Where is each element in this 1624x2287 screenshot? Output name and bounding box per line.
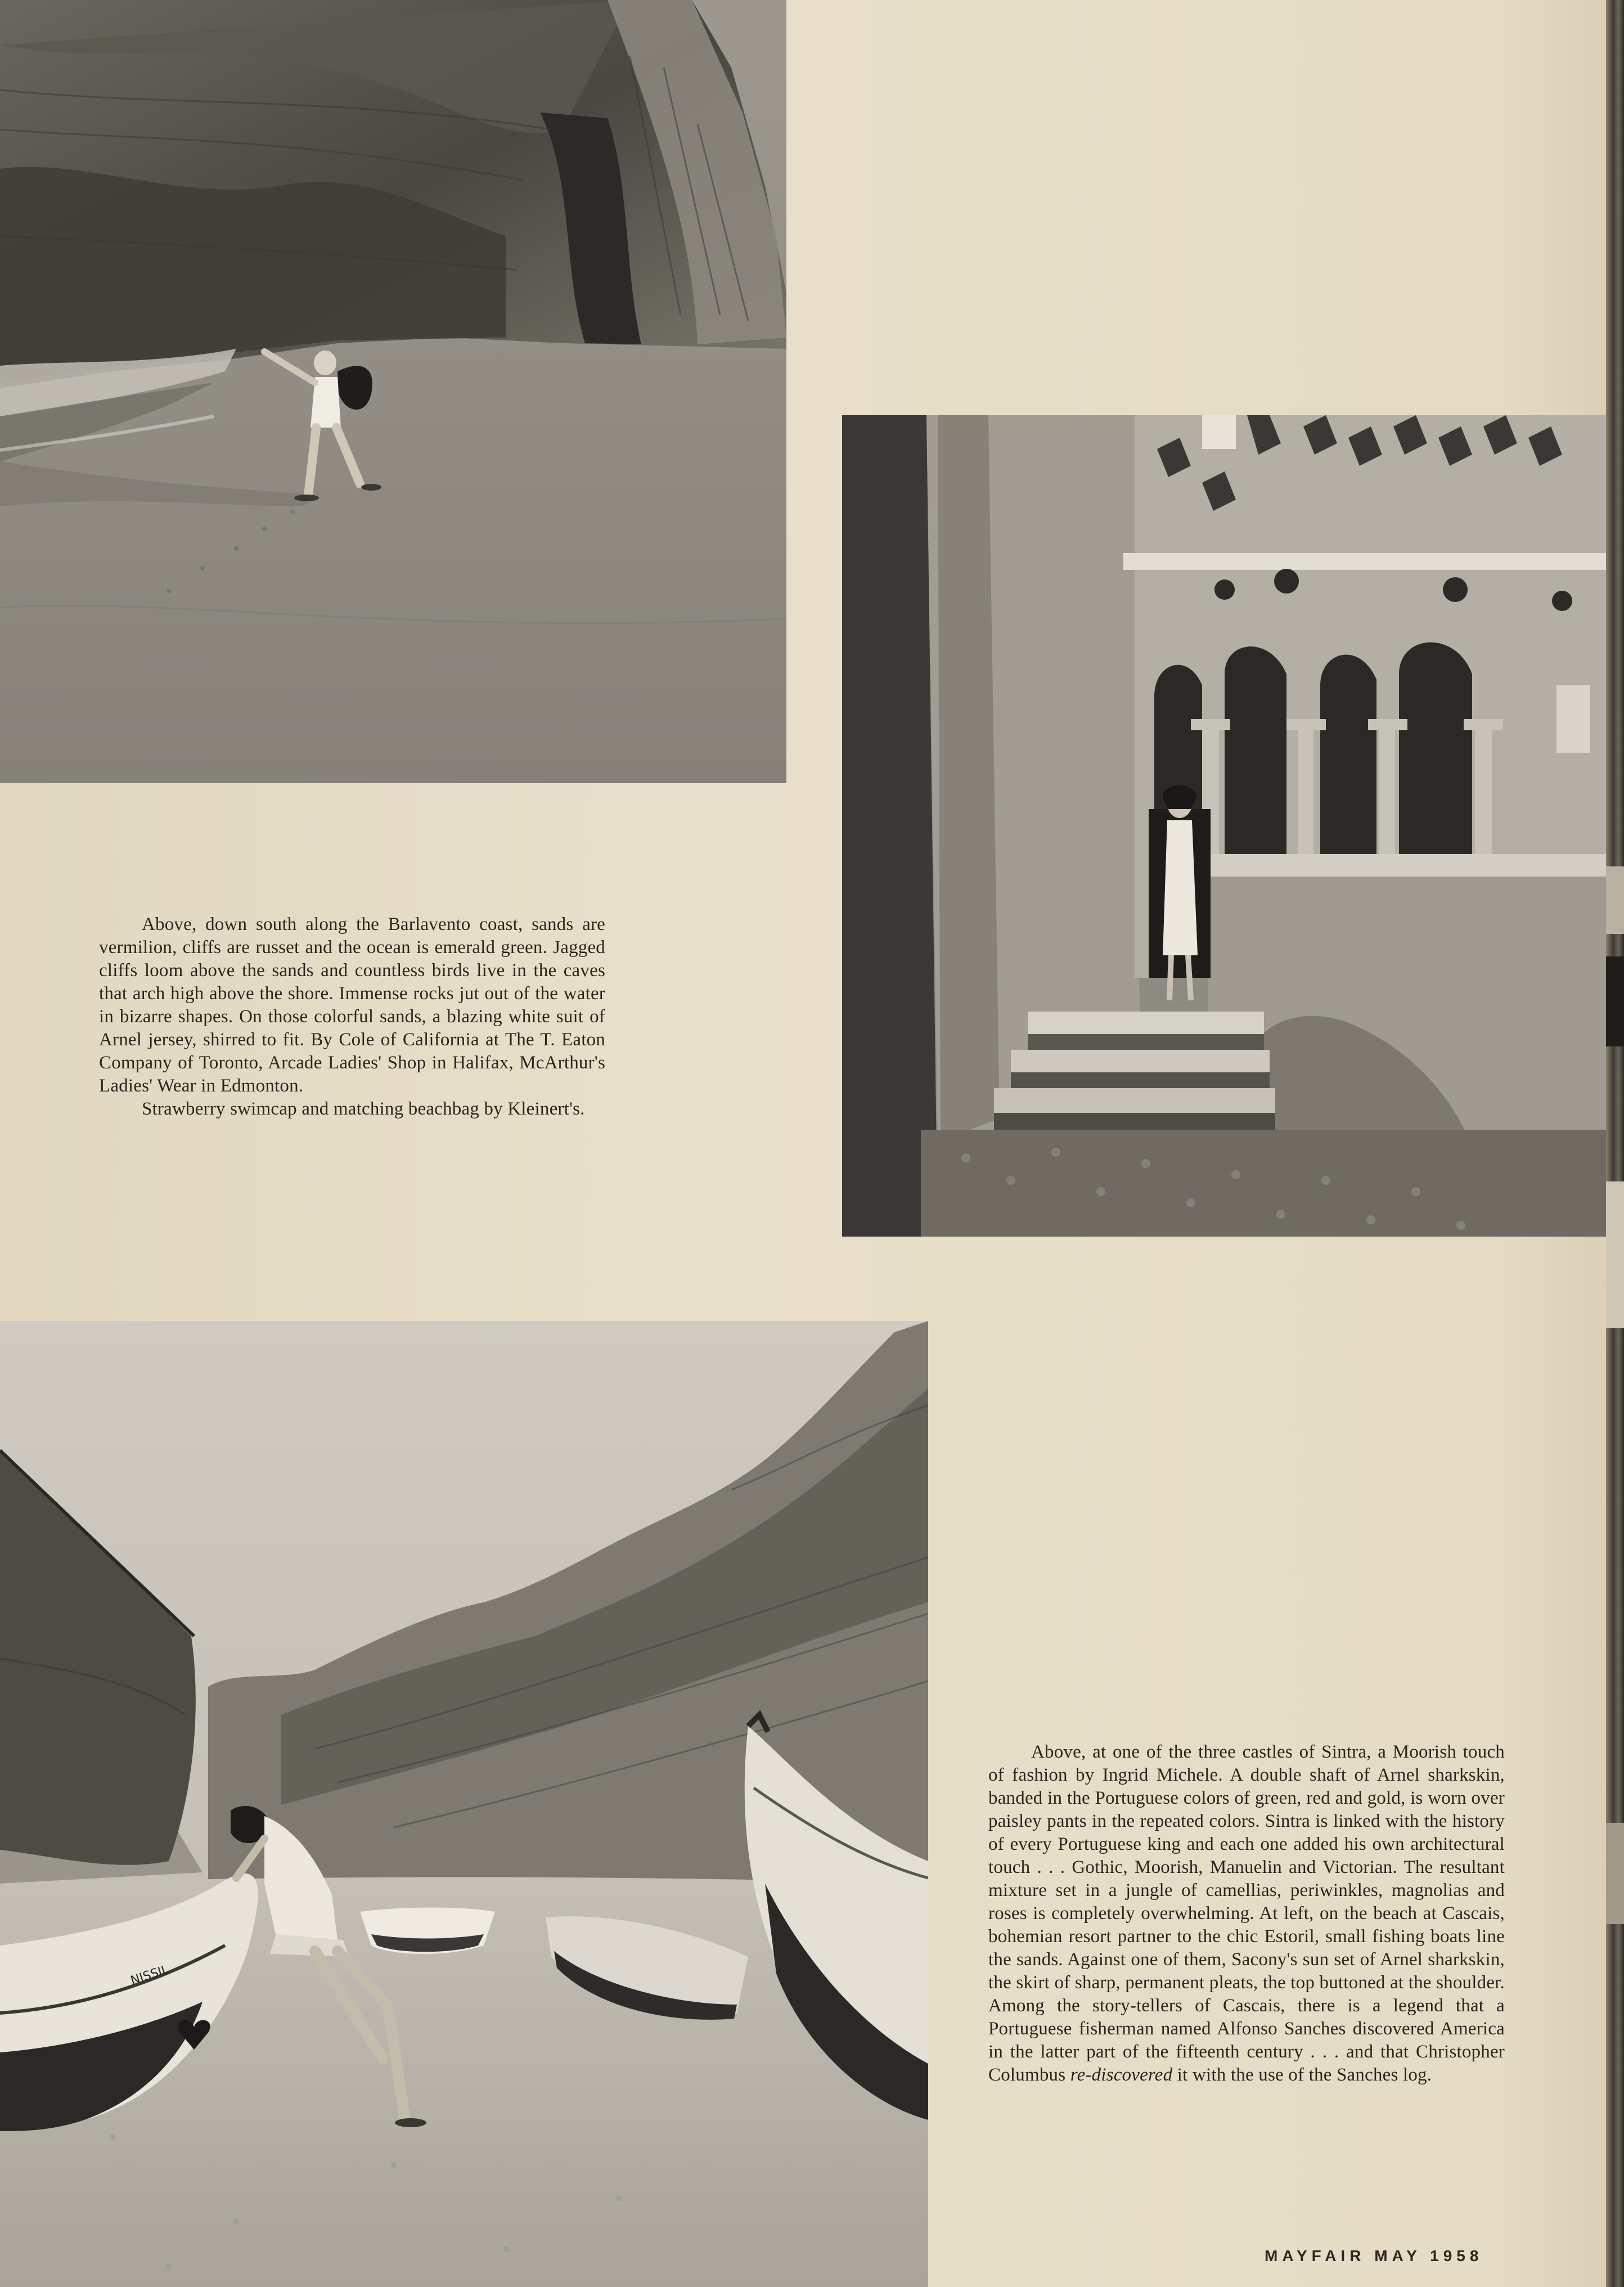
folio-issue-line: MAYFAIR MAY 1958 xyxy=(1265,2247,1483,2264)
caption-closing-text: it with the use of the Sanches log. xyxy=(1172,2065,1432,2085)
sintra-castle-illustration xyxy=(842,415,1606,1237)
photo-beach-cliffs xyxy=(0,0,786,783)
caption-barlavento xyxy=(99,913,605,1121)
boat-hull-lettering: NISSIL xyxy=(129,1962,171,1988)
caption-sintra-cascais-paragraph xyxy=(988,1741,1505,2087)
beach-cliffs-illustration xyxy=(0,0,786,783)
caption-sintra-cascais xyxy=(988,1741,1505,2087)
caption-italic-text: re-discovered xyxy=(1070,2065,1173,2085)
fishing-boats-illustration xyxy=(0,1321,928,2287)
caption-barlavento-paragraph-1: Above, down south along the Barlavento coast, sands are vermilion, cliffs are russet and the ocean is emerald green. Jagged cliffs loom above the sands and countless birds live in the caves that arch high above the shore. Immense rocks jut out of the water in bizarre shapes. On those colorful sands, a blazing white suit of Arnel jersey, shirred to fit. By Cole of California at The T. Eaton Company of Toronto, Arcade Ladies' Shop in Halifax, McArthur's Ladies' Wear in Edmonton. xyxy=(99,914,605,1096)
model-in-white-dress xyxy=(1149,785,1211,1001)
photo-sintra-castle xyxy=(842,415,1606,1237)
caption-body-text: Above, at one of the three castles of Sintra, a Moorish touch of fashion by Ingrid Michele. A double shaft of Arnel sharkskin, banded in the Portuguese colors of green, red and gold, is worn over paisley pants in the repeated colors. Sintra is linked with the history of every Portuguese king and each one added his own architectural touch . . . Gothic, Moorish, Manuelin and Victorian. The resultant mixture set in a jungle of camellias, periwinkles, magnolias and roses is completely overwhelming. At left, on the beach at Cascais, bohemian resort partner to the chic Estoril, small fishing boats line the sands. Against one of them, Sacony's sun set of Arnel sharkskin, the skirt of sharp, permanent pleats, the top buttoned at the shoulder. Among the story-tellers of Cascais, there is a legend that a Portuguese fisherman named Alfonso Sanches discovered America in the latter part of the fifteenth century . . . and that Christopher Columbus xyxy=(988,1742,1505,2085)
photo-fishing-boats xyxy=(0,1321,928,2287)
caption-barlavento-paragraph-2: Strawberry swimcap and matching beachbag by Kleinert's. xyxy=(142,1099,585,1119)
page-gutter xyxy=(1606,0,1624,2287)
